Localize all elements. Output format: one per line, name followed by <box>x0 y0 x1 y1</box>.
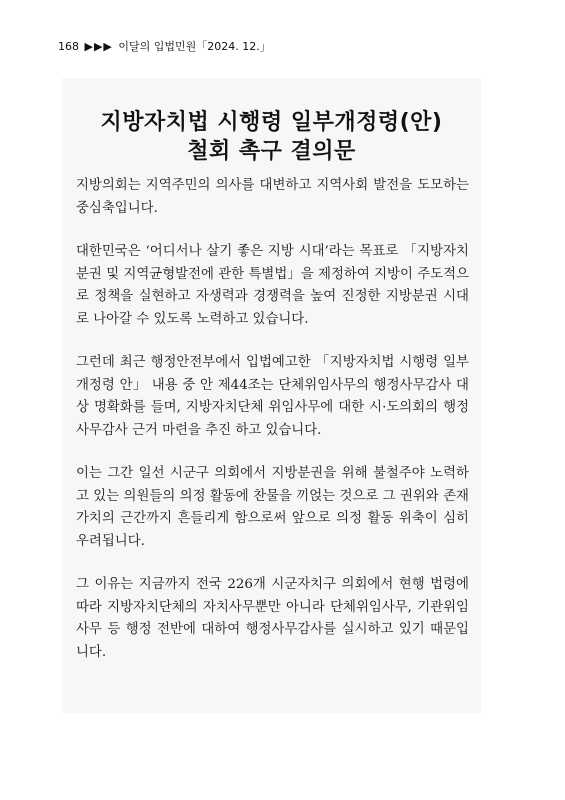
publication-title: 이달의 입법민원「2024. 12.」 <box>118 40 271 53</box>
resolution-document <box>62 78 481 713</box>
arrow-icons: ▶▶▶ <box>84 40 113 53</box>
paragraph-2: 대한민국은 ‘어디서나 살기 좋은 지방 시대’라는 목표로 「지방자치분권 및 지역균형발전에 관한 특별법」을 제정하여 지방이 주도적으로 정책을 실현하고 자생력과 경쟁력을 높여 진정한 지방분권 시대로 나아갈 수 있도록 노력하고 있습니다. <box>76 244 469 327</box>
paragraph-3: 그런데 최근 행정안전부에서 입법예고한 「지방자치법 시행령 일부개정령 안」 내용 중 안 제44조는 단체위임사무의 행정사무감사 대상 명확화를 들며, 지방자치단체 위임사무에 대한 시·도의회의 행정사무감사 근거 마련을 추진 하고 있습니다. <box>76 355 469 438</box>
title-line-1: 지방자치법 시행령 일부개정령(안) <box>100 110 443 135</box>
page-header <box>58 38 271 54</box>
document-body <box>76 175 469 685</box>
paragraph-1: 지방의회는 지역주민의 의사를 대변하고 지역사회 발전을 도모하는 중심축입니다. <box>76 178 469 216</box>
paragraph-5: 그 이유는 지금까지 전국 226개 시군자치구 의회에서 현행 법령에 따라 지방자치단체의 자치사무뿐만 아니라 단체위임사무, 기관위임사무 등 행정 전반에 대하여 행정사무감사를 실시하고 있기 때문입니다. <box>76 577 469 660</box>
paragraph-4: 이는 그간 일선 시군구 의회에서 지방분권을 위해 불철주야 노력하고 있는 의원들의 의정 활동에 찬물을 끼얹는 것으로 그 권위와 존재 가치의 근간까지 흔들리게 함으로써 앞으로 의정 활동 위축이 심히 우려됩니다. <box>76 466 469 549</box>
page-number: 168 <box>58 40 79 53</box>
title-line-2: 철회 촉구 결의문 <box>187 139 356 164</box>
document-title <box>62 108 481 166</box>
